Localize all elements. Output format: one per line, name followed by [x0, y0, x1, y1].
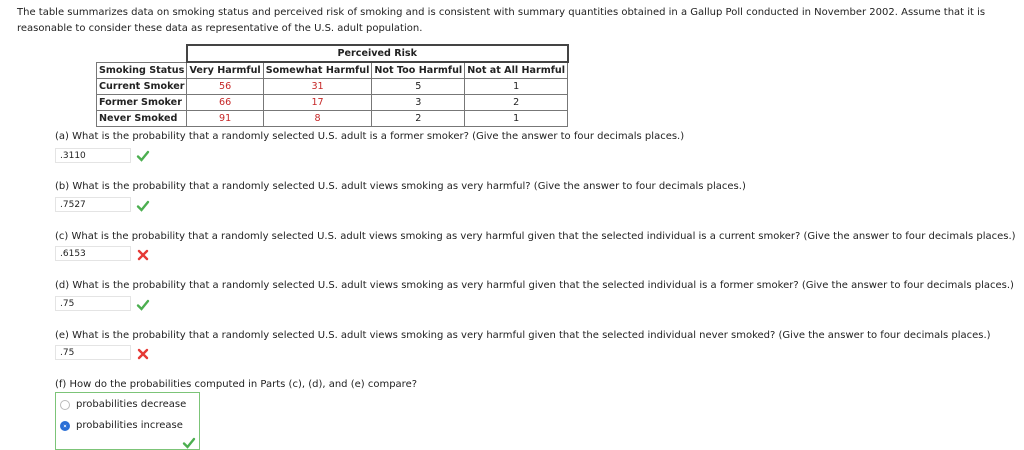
checkmark-icon	[136, 149, 150, 163]
option-label: probabilities decrease	[76, 399, 187, 410]
table-row	[97, 79, 568, 95]
question-e: (e) What is the probability that a randomly selected U.S. adult views smoking as very harmful given that the selected individual never smoked? (Give the answer to four decimals places.)	[55, 330, 991, 341]
answer-input-e[interactable]: .75	[55, 345, 131, 360]
row-label: Current Smoker	[97, 79, 187, 95]
perceived-risk-header: Perceived Risk	[187, 45, 568, 62]
table-cell: 31	[263, 79, 372, 95]
table-row	[97, 95, 568, 111]
radio-button-selected[interactable]	[60, 421, 70, 431]
checkmark-icon	[182, 436, 196, 450]
answer-input-d[interactable]: .75	[55, 296, 131, 311]
table-cell: 1	[465, 79, 568, 95]
table-cell: 2	[372, 111, 465, 127]
column-header: Somewhat Harmful	[263, 62, 372, 79]
table-cell: 3	[372, 95, 465, 111]
option-label: probabilities increase	[76, 420, 183, 431]
question-b: (b) What is the probability that a randomly selected U.S. adult views smoking as very harmful? (Give the answer to four decimals places.)	[55, 181, 746, 192]
radio-button[interactable]	[60, 400, 70, 410]
table-row	[97, 111, 568, 127]
risk-table	[96, 44, 569, 127]
table-cell: 56	[187, 79, 263, 95]
answer-input-a[interactable]: .3110	[55, 148, 131, 163]
column-header: Not Too Harmful	[372, 62, 465, 79]
option-decrease[interactable]	[60, 399, 186, 410]
column-header: Smoking Status	[97, 62, 187, 79]
answer-input-b[interactable]: .7527	[55, 197, 131, 212]
problem-intro: The table summarizes data on smoking status and perceived risk of smoking and is consistent with summary quantities obtained in a Gallup Poll conducted in November 2002. Assume that it is reasonable to consider these data as representative of the U.S. adult population.	[17, 7, 986, 34]
answer-input-c[interactable]: .6153	[55, 246, 131, 261]
column-header: Very Harmful	[187, 62, 263, 79]
table-cell: 5	[372, 79, 465, 95]
row-label: Former Smoker	[97, 95, 187, 111]
column-header: Not at All Harmful	[465, 62, 568, 79]
x-mark-icon	[136, 347, 150, 361]
question-d: (d) What is the probability that a randomly selected U.S. adult views smoking as very harmful given that the selected individual is a former smoker? (Give the answer to four decimals places.)	[55, 280, 1014, 291]
table-cell: 8	[263, 111, 372, 127]
table-cell: 91	[187, 111, 263, 127]
checkmark-icon	[136, 199, 150, 213]
table-cell: 17	[263, 95, 372, 111]
question-c: (c) What is the probability that a randomly selected U.S. adult views smoking as very harmful given that the selected individual is a current smoker? (Give the answer to four decimals places.)	[55, 231, 1016, 242]
option-increase[interactable]	[60, 420, 183, 431]
row-label: Never Smoked	[97, 111, 187, 127]
table-cell: 66	[187, 95, 263, 111]
question-f: (f) How do the probabilities computed in Parts (c), (d), and (e) compare?	[55, 379, 418, 390]
question-a: (a) What is the probability that a randomly selected U.S. adult is a former smoker? (Give the answer to four decimals places.)	[55, 131, 685, 142]
checkmark-icon	[136, 298, 150, 312]
table-corner	[97, 45, 187, 62]
table-cell: 2	[465, 95, 568, 111]
x-mark-icon	[136, 248, 150, 262]
table-cell: 1	[465, 111, 568, 127]
